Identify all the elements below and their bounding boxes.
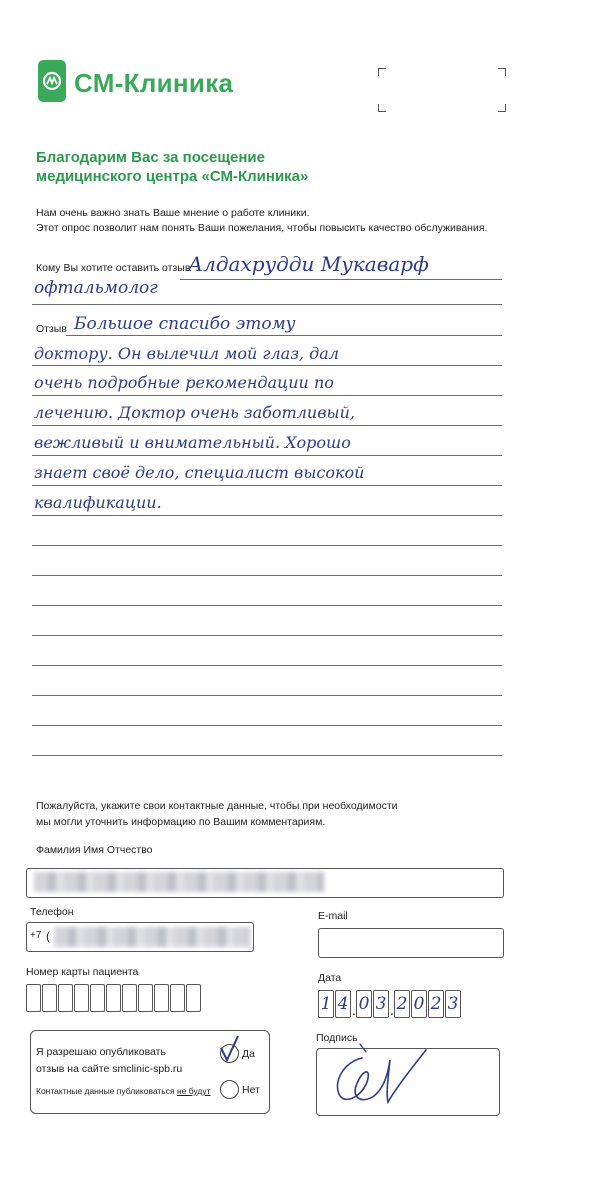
review-line: лечению. Доктор очень заботливый, — [34, 403, 355, 422]
phone-prefix: +7 — [30, 930, 42, 941]
form-rule — [32, 695, 502, 696]
review-line: вежливый и внимательный. Хорошо — [34, 433, 351, 452]
clinic-logo-text: СМ-Клиника — [74, 68, 234, 98]
review-line: квалификации. — [34, 493, 162, 512]
form-rule — [32, 455, 502, 456]
consent-no-radio[interactable] — [220, 1080, 239, 1099]
form-rule — [32, 635, 502, 636]
card-cell[interactable] — [90, 984, 105, 1012]
photo-frame-corner — [378, 68, 386, 76]
consent-no-label: Нет — [242, 1084, 260, 1096]
date-separator: . — [390, 1002, 394, 1018]
card-cell[interactable] — [26, 984, 41, 1012]
form-rule — [32, 395, 502, 396]
fio-label: Фамилия Имя Отчество — [36, 844, 153, 856]
review-line: знает своё дело, специалист высокой — [34, 463, 365, 482]
consent-line-2: отзыв на сайте smclinic-spb.ru — [36, 1063, 183, 1075]
consent-line-1: Я разрешаю опубликовать — [36, 1046, 166, 1058]
card-number-label: Номер карты пациента — [26, 966, 139, 978]
intro-text: Нам очень важно знать Ваше мнение о работе клиники. Этот опрос позволит нам понять Ваши пожелания, чтобы повысить качество обслуживания. — [36, 207, 488, 234]
recipient-name-handwritten[interactable]: Алдахрудди Мукаварф — [188, 252, 429, 276]
date-digit[interactable]: 0 — [356, 990, 372, 1018]
phone-label: Телефон — [30, 906, 74, 918]
date-digit[interactable]: 3 — [445, 990, 461, 1018]
card-number-cells[interactable] — [26, 984, 202, 1012]
consent-note: Контактные данные публиковаться не будут — [36, 1086, 211, 1096]
email-label: E-mail — [318, 910, 348, 922]
form-rule — [32, 725, 502, 726]
photo-frame-corner — [498, 104, 506, 112]
handwritten-signature — [322, 1040, 432, 1114]
review-line: Большое спасибо этому — [74, 314, 296, 334]
checkmark-icon — [216, 1034, 242, 1064]
contact-note: Пожалуйста, укажите свои контактные данные, чтобы при необходимости мы могли уточнить информацию по Вашим комментариям. — [36, 800, 398, 828]
consent-yes-label: Да — [242, 1048, 255, 1060]
date-digit[interactable]: 2 — [394, 990, 410, 1018]
card-cell[interactable] — [122, 984, 137, 1012]
card-cell[interactable] — [154, 984, 169, 1012]
date-digit[interactable]: 0 — [411, 990, 427, 1018]
card-cell[interactable] — [74, 984, 89, 1012]
date-label: Дата — [318, 972, 342, 984]
form-rule — [32, 515, 502, 516]
recipient-label: Кому Вы хотите оставить отзыв — [36, 262, 191, 274]
photo-frame-corner — [498, 68, 506, 76]
form-rule — [32, 365, 502, 366]
thanks-heading: Благодарим Вас за посещение медицинского центра «СМ-Клиника» — [36, 149, 309, 185]
form-rule — [32, 485, 502, 486]
form-rule — [66, 335, 502, 336]
form-rule — [32, 425, 502, 426]
form-rule — [32, 304, 502, 305]
fio-redacted — [34, 872, 324, 892]
review-label: Отзыв — [36, 323, 67, 335]
form-rule — [180, 279, 502, 280]
form-rule — [32, 605, 502, 606]
date-field[interactable] — [318, 990, 462, 1018]
card-cell[interactable] — [170, 984, 185, 1012]
date-separator: . — [352, 1002, 356, 1018]
card-cell[interactable] — [138, 984, 153, 1012]
date-digit[interactable]: 4 — [335, 990, 351, 1018]
recipient-position-handwritten[interactable]: офтальмолог — [34, 278, 158, 298]
phone-paren: ( — [46, 929, 50, 943]
email-field[interactable] — [318, 928, 504, 958]
phone-redacted — [54, 927, 250, 947]
review-line: очень подробные рекомендации по — [34, 373, 334, 392]
card-cell[interactable] — [58, 984, 73, 1012]
form-rule — [32, 755, 502, 756]
card-cell[interactable] — [106, 984, 121, 1012]
form-rule — [32, 575, 502, 576]
form-rule — [32, 545, 502, 546]
card-cell[interactable] — [42, 984, 57, 1012]
photo-frame-corner — [378, 104, 386, 112]
date-digit[interactable]: 1 — [318, 990, 334, 1018]
clinic-logo-icon — [38, 60, 66, 102]
signature-label: Подпись — [316, 1032, 358, 1044]
date-digit[interactable]: 2 — [428, 990, 444, 1018]
review-line: доктору. Он вылечил мой глаз, дал — [34, 344, 339, 363]
date-digit[interactable]: 3 — [373, 990, 389, 1018]
card-cell[interactable] — [186, 984, 201, 1012]
form-rule — [32, 665, 502, 666]
